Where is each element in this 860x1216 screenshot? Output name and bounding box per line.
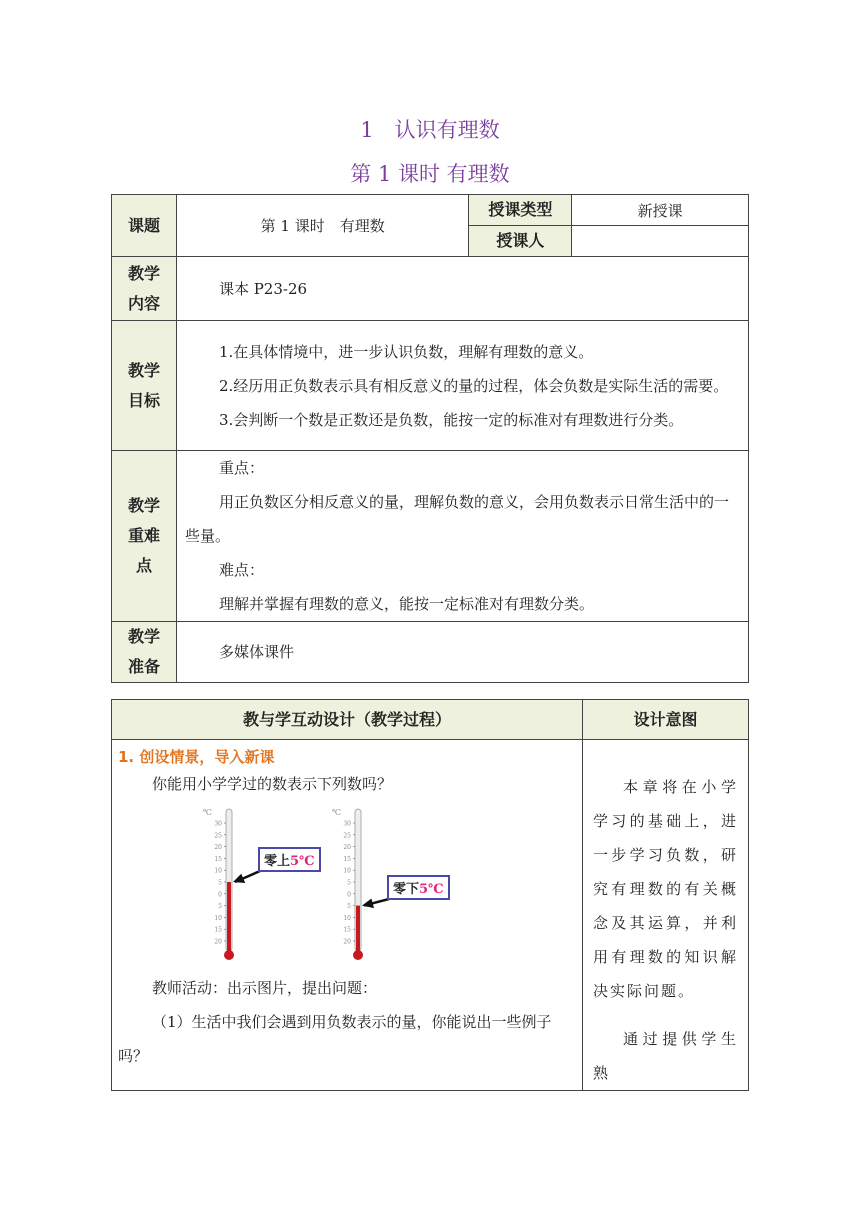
intent-header: 设计意图	[583, 700, 749, 740]
teacher-value	[572, 226, 749, 257]
mercury-column	[356, 906, 360, 951]
lesson-type-label: 授课类型	[469, 195, 572, 226]
thermometers-illustration	[112, 801, 582, 971]
thermometer-bulb	[224, 950, 234, 960]
tick-label: 10	[343, 867, 351, 875]
intent-paragraph-1: 本章将在小学学习的基础上，进一步学习负数，研究有理数的有关概念及其运算，并利用有理数的知识解决实际问题。	[593, 778, 738, 1000]
intent-cell	[583, 740, 749, 1091]
tick-label: 15	[343, 855, 351, 863]
tick-label: 25	[343, 832, 351, 840]
lesson-title: 1 认识有理数	[360, 118, 500, 142]
keypoints-label: 教学重难点	[112, 451, 177, 622]
goals-label: 教学目标	[112, 321, 177, 451]
thermometer-bulb	[353, 950, 363, 960]
tick-label: 5	[218, 903, 222, 911]
tick-label: 0	[347, 891, 351, 899]
teacher-label: 授课人	[469, 226, 572, 257]
intent-paragraph-2: 通过提供学生熟	[593, 1030, 738, 1082]
tick-label: 10	[214, 914, 222, 922]
tick-label: 20	[343, 938, 351, 946]
tick-label: 10	[343, 914, 351, 922]
topic-value: 第 1 课时 有理数	[176, 195, 469, 257]
unit-label: ℃	[203, 808, 212, 817]
topic-label: 课题	[112, 195, 177, 257]
tick-label: 0	[218, 891, 222, 899]
teaching-process-table	[111, 699, 749, 1091]
tick-label: 20	[214, 938, 222, 946]
lesson-type-value: 新授课	[572, 195, 749, 226]
keypoints-cell	[176, 451, 748, 622]
process-cell	[112, 740, 583, 1091]
key-label: 重点：	[218, 459, 264, 477]
difficulty-label: 难点：	[218, 561, 264, 579]
content-value: 课本 P23-26	[176, 257, 748, 321]
question-1: （1）生活中我们会遇到用负数表示的量，你能说出一些例子吗？	[118, 1013, 552, 1065]
tick-label: 10	[214, 867, 222, 875]
tick-label: 5	[218, 879, 222, 887]
key-text: 用正负数区分相反意义的量，理解负数的意义，会用负数表示日常生活中的一些量。	[184, 493, 729, 545]
tick-label: 15	[214, 855, 222, 863]
prep-label: 教学准备	[112, 622, 177, 683]
tick-label: 5	[347, 903, 351, 911]
unit-label: ℃	[332, 808, 341, 817]
goal-item: 2.经历用正负数表示具有相反意义的量的过程，体会负数是实际生活的需要。	[218, 376, 729, 395]
process-header: 教与学互动设计（教学过程）	[112, 700, 583, 740]
tick-label: 5	[347, 879, 351, 887]
prep-value: 多媒体课件	[176, 622, 748, 683]
tick-label: 30	[214, 820, 222, 828]
goal-item: 1.在具体情境中，进一步认识负数，理解有理数的意义。	[218, 342, 594, 361]
goals-cell	[176, 321, 748, 451]
question-text: 你能用小学学过的数表示下列数吗？	[152, 775, 393, 793]
mercury-column	[227, 882, 231, 951]
tick-label: 20	[343, 844, 351, 852]
tick-label: 15	[214, 926, 222, 934]
tick-label: 25	[214, 832, 222, 840]
section-heading: 1. 创设情景，导入新课	[118, 748, 275, 766]
pointer-arrowhead	[362, 898, 374, 908]
lesson-info-table	[111, 194, 749, 683]
tick-label: 15	[343, 926, 351, 934]
below-zero-label: 零下5℃	[387, 875, 450, 900]
lesson-subtitle: 第 1 课时 有理数	[350, 162, 510, 186]
tick-label: 30	[343, 820, 351, 828]
content-label: 教学内容	[112, 257, 177, 321]
above-zero-label: 零上5℃	[258, 847, 321, 872]
teacher-activity: 教师活动：出示图片，提出问题：	[152, 979, 378, 997]
thermometer-figure	[112, 801, 582, 971]
tick-label: 20	[214, 844, 222, 852]
goal-item: 3.会判断一个数是正数还是负数，能按一定的标准对有理数进行分类。	[218, 410, 684, 429]
difficulty-text: 理解并掌握有理数的意义，能按一定标准对有理数分类。	[218, 595, 594, 613]
